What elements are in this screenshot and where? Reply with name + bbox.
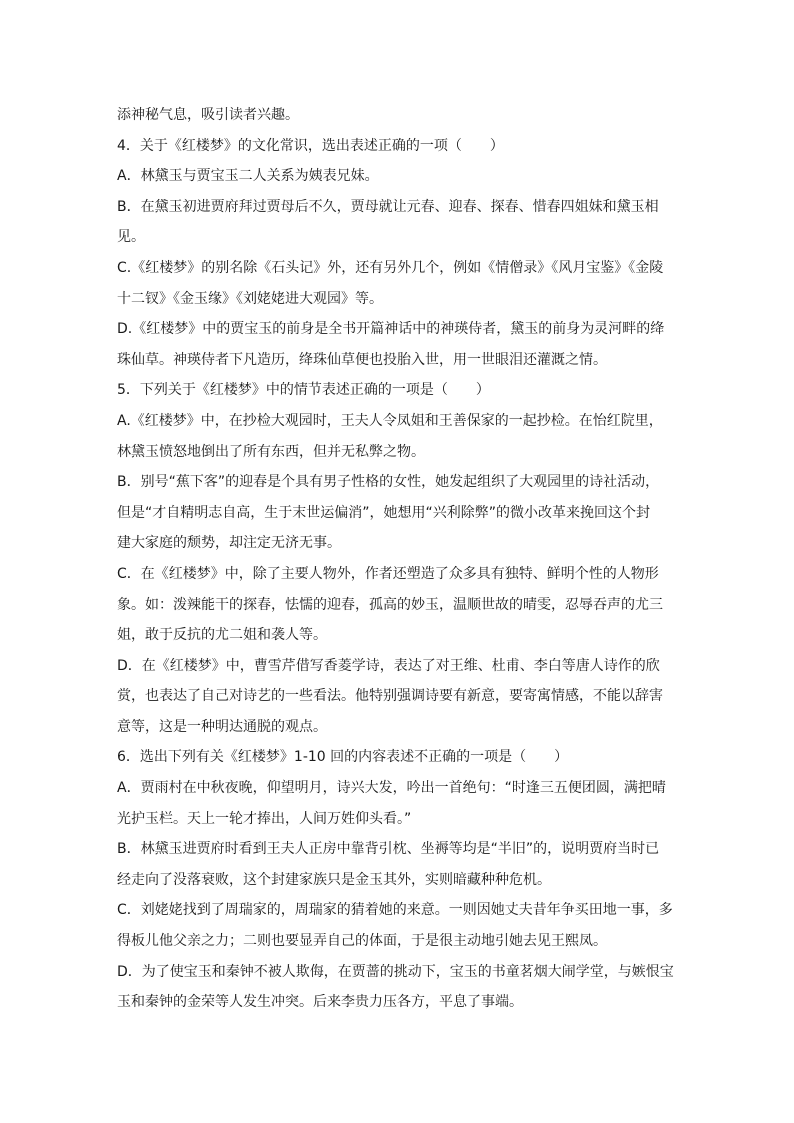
question-5-option-b-cont: 建大家庭的颓势，却注定无济无事。 <box>117 535 341 552</box>
question-5-option-b: B．别号“蕉下客”的迎春是个具有男子性格的女性，她发起组织了大观园里的诗社活动， <box>117 474 660 491</box>
question-5-option-d-cont: 赏，也表达了自己对诗艺的一些看法。他特别强调诗要有新意，要寄寓情感，不能以辞害 <box>117 688 663 705</box>
question-5-option-a: A.《红楼梦》中，在抄检大观园时，王夫人令凤姐和王善保家的一起抄检。在怡红院里， <box>117 412 663 429</box>
question-4-option-b: B．在黛玉初进贾府拜过贾母后不久，贾母就让元春、迎春、探春、惜春四姐妹和黛玉相 <box>117 198 659 215</box>
question-6-option-c: C．刘姥姥找到了周瑞家的，周瑞家的猜着她的来意。一则因她丈夫昔年争买田地一事，多 <box>117 902 673 919</box>
question-5-option-d-cont: 意等，这是一种明达通脱的观点。 <box>117 718 327 735</box>
question-5-option-c-cont: 象。如：泼辣能干的探春，怯懦的迎春，孤高的妙玉，温顺世故的晴雯，忍辱吞声的尤三 <box>117 596 663 613</box>
question-6-option-b-cont: 经走向了没落衰败，这个封建家族只是金玉其外，实则暗藏种种危机。 <box>117 871 551 888</box>
question-6-option-b: B．林黛玉进贾府时看到王夫人正房中靠背引枕、坐褥等均是“半旧”的，说明贾府当时已 <box>117 841 660 858</box>
text-line: 添神秘气息，吸引读者兴趣。 <box>117 107 299 123</box>
question-5-stem: 5．下列关于《红楼梦》中的情节表述正确的一项是（ ） <box>117 382 490 399</box>
question-4-option-d: D.《红楼梦》中的贾宝玉的前身是全书开篇神话中的神瑛侍者，黛玉的前身为灵河畔的绛 <box>117 321 665 338</box>
question-4-option-b-cont: 见。 <box>117 229 145 246</box>
question-6-option-d: D．为了使宝玉和秦钟不被人欺侮，在贾蔷的挑动下，宝玉的书童茗烟大闹学堂，与嫉恨宝 <box>117 963 674 980</box>
question-6-option-c-cont: 得板儿他父亲之力；二则也要显弄自己的体面，于是很主动地引她去见王熙凤。 <box>117 933 607 950</box>
question-5-option-d: D．在《红楼梦》中，曹雪芹借写香菱学诗，表达了对王维、杜甫、李白等唐人诗作的欣 <box>117 657 660 674</box>
question-5-option-c: C．在《红楼梦》中，除了主要人物外，作者还塑造了众多具有独特、鲜明个性的人物形 <box>117 565 659 582</box>
question-6-option-a: A．贾雨村在中秋夜晚，仰望明月，诗兴大发，吟出一首绝句：“时逢三五便团圆，满把晴 <box>117 780 666 797</box>
question-4-option-d-cont: 珠仙草。神瑛侍者下凡造历，绛珠仙草便也投胎入世，用一世眼泪还灌溉之情。 <box>117 351 607 368</box>
question-4-option-c: C.《红楼梦》的别名除《石头记》外，还有另外几个，例如《情僧录》《风月宝鉴》《金陵 <box>117 259 664 276</box>
question-4-stem: 4．关于《红楼梦》的文化常识，选出表述正确的一项（ ） <box>117 137 504 154</box>
question-5-option-c-cont: 姐，敢于反抗的尤二姐和袭人等。 <box>117 627 327 644</box>
question-4-option-c-cont: 十二钗》《金玉缘》《刘姥姥进大观园》等。 <box>117 290 383 307</box>
question-6-stem: 6．选出下列有关《红楼梦》1-10 回的内容表述不正确的一项是（ ） <box>117 749 569 766</box>
question-6-option-a-cont: 光护玉栏。天上一轮才捧出，人间万姓仰头看。” <box>117 810 412 827</box>
question-5-option-a-cont: 林黛玉愤怒地倒出了所有东西，但并无私弊之物。 <box>117 443 425 460</box>
question-6-option-d-cont: 玉和秦钟的金荣等人发生冲突。后来李贵力压各方，平息了事端。 <box>117 994 523 1011</box>
document-body <box>117 100 677 1018</box>
question-4-option-a: A．林黛玉与贾宝玉二人关系为姨表兄妹。 <box>117 168 379 185</box>
question-5-option-b-cont: 但是“才自精明志自高，生于末世运偏消”，她想用“兴利除弊”的微小改革来挽回这个封 <box>117 504 651 521</box>
